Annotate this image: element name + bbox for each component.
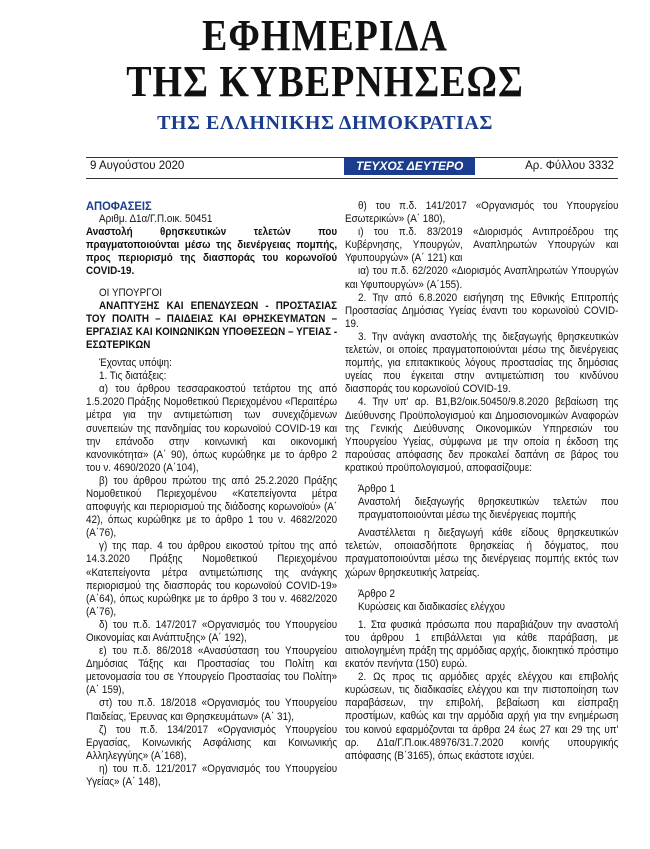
recital: 3. Την ανάγκη αναστολής της διεξαγωγής θρησκευτικών τελετών, οι οποίες πραγματοποιούνται μέσω της διενέργειας πομπής, για επιτακτικούς λόγους προστασίας της δημόσιας υγείας που έγκειται στην αντιμετώπιση του κινδύνου διασποράς του κορωνοϊού COVID-19.: [345, 330, 619, 396]
bottom-rule: [86, 178, 618, 179]
provision-item: η) του π.δ. 121/2017 «Οργανισμός του Υπουργείου Υγείας» (Α΄ 148),: [86, 762, 338, 789]
provision-item: θ) του π.δ. 141/2017 «Οργανισμός του Υπουργείου Εσωτερικών» (Α΄ 180),: [345, 200, 619, 226]
provision-item: δ) του π.δ. 147/2017 «Οργανισμός του Υπουργείου Οικονομίας και Ανάπτυξης» (Α΄ 192),: [86, 618, 338, 644]
issue-series-badge: ΤΕΥΧΟΣ ΔΕΥΤΕΡΟ: [344, 158, 475, 175]
article-2-paragraph: 1. Στα φυσικά πρόσωπα που παραβιάζουν την αναστολή του άρθρου 1 επιβάλλεται για κάθε παράβαση, με αιτιολογημένη πράξη της αρμόδιας αρχής, διοικητικό πρόστιμο εκατόν πενήντα (150) ευρώ.: [345, 618, 619, 671]
issue-bar: [86, 158, 618, 176]
article-2-paragraph: 2. Ως προς τις αρμόδιες αρχές ελέγχου και επιβολής κυρώσεων, τις διαδικασίες ελέγχου και την πιστοποίηση των παραβάσεων, την επιβολή, βεβαίωση και είσπραξη προστίμων, καθώς και την αρμόδια αρχή για την ενημέρωση του κοινού εφαρμόζονται τα άρθρα 24 έως 27 και 29 της υπ' αρ. Δ1α/Γ.Π.οικ.48976/31.7.2020 κοινής υπουργικής απόφασης (Β΄3165), όπως εκάστοτε ισχύει.: [345, 671, 619, 762]
decision-reference: Αριθμ. Δ1α/Γ.Π.οικ. 50451: [99, 213, 213, 226]
provision-item: ια) του π.δ. 62/2020 «Διορισμός Αναπληρωτών Υπουργών και Υφυπουργών» (Α΄155).: [345, 265, 619, 291]
having-regard: Έχοντας υπόψη:: [99, 357, 172, 370]
article-1-text: Αναστέλλεται η διεξαγωγή κάθε είδους θρησκευτικών τελετών, οποιασδήποτε θρησκείας ή δόγματος, που πραγματοποιούνται μέσω της διενέργειας πομπής εκτός των χώρων θρησκευτικής λατρείας.: [345, 527, 619, 579]
gazette-subtitle: ΤΗΣ ΕΛΛΗΝΙΚΗΣ ΔΗΜΟΚΡΑΤΙΑΣ: [157, 112, 493, 134]
decision-heading: Αναστολή θρησκευτικών τελετών που πραγματοποιούνται μέσω της διενέργειας πομπής, προς περιορισμό της διασποράς του κορωνοϊού COVID-19.: [86, 226, 338, 278]
right-column: [345, 200, 618, 763]
provision-item: ζ) του π.δ. 134/2017 «Οργανισμός Υπουργείου Εργασίας, Κοινωνικής Ασφάλισης και Κοινωνικής Αλληλεγγύης» (Α΄168),: [86, 723, 338, 762]
provision-item: γ) της παρ. 4 του άρθρου εικοστού τρίτου της από 14.3.2020 Πράξης Νομοθετικού Περιεχομένου «Κατεπείγοντα μέτρα αντιμετώπισης της ανάγκης περιορισμού της διασποράς του κορωνοϊού COVID-19» (Α΄64), όπως κυρώθηκε με το άρθρο 3 του ν. 4682/2020 (Α΄76),: [86, 540, 338, 618]
issue-sheet-number: Αρ. Φύλλου 3332: [525, 160, 614, 172]
left-column: [86, 200, 337, 789]
article-2-title: Άρθρο 2: [358, 587, 395, 600]
provision-item: α) του άρθρου τεσσαρακοστού τετάρτου της από 1.5.2020 Πράξης Νομοθετικού Περιεχομένου «Περαιτέρω μέτρα για την αντιμετώπιση των συνεχιζόμενων συνεπειών της πανδημίας του κορωνοϊού COVID-19 και την επάνοδο στην κοινωνική και οικονομική κανονικότητα» (Α΄ 90), όπως κυρώθηκε με το άρθρο 2 του ν. 4690/2020 (Α΄104),: [86, 383, 338, 474]
article-1-subtitle: Αναστολή διεξαγωγής θρησκευτικών τελετών που πραγματοποιούνται μέσω της διενέργειας πομπής: [358, 496, 619, 522]
section-heading: ΑΠΟΦΑΣΕΙΣ: [86, 199, 152, 213]
recital: 4. Την υπ' αρ. Β1,Β2/οικ.50450/9.8.2020 βεβαίωση της Διεύθυνσης Προϋπολογισμού και Δημοσιονομικών Αναφορών της Γενικής Διεύθυνσης Οικονομικών Υπηρεσιών του Υπουργείου Υγείας, σύμφωνα με την οποία η έκδοση της παρούσας απόφασης δεν προκαλεί δαπάνη σε βάρος του κρατικού προϋπολογισμού, αποφασίζουμε:: [345, 396, 619, 474]
gazette-title-line2: ΤΗΣ ΚΥΒΕΡΝΗΣΕΩΣ: [126, 57, 524, 107]
provision-item: ε) του π.δ. 86/2018 «Ανασύσταση του Υπουργείου Δημόσιας Τάξης και Προστασίας του Πολίτη και μετονομασία του σε Υπουργείο Προστασίας του Πολίτη» (Α΄ 159),: [86, 645, 338, 697]
provision-item: β) του άρθρου πρώτου της από 25.2.2020 Πράξης Νομοθετικού Περιεχομένου «Κατεπείγοντα μέτρα αποφυγής και περιορισμού της διάδοσης κορωνοϊού» (Α΄ 42), όπως κυρώθηκε με το άρθρο 1 του ν. 4682/2020 (Α΄76),: [86, 474, 338, 540]
provision-item: ι) του π.δ. 83/2019 «Διορισμός Αντιπροέδρου της Κυβέρνησης, Υπουργών, Αναπληρωτών Υπουργών και Υφυπουργών» (Α΄ 121) και: [345, 226, 619, 265]
article-2-subtitle: Κυρώσεις και διαδικασίες ελέγχου: [358, 600, 505, 613]
gazette-title-line1: ΕΦΗΜΕΡΙΔΑ: [202, 11, 448, 61]
ministers-label: ΟΙ ΥΠΟΥΡΓΟΙ: [99, 286, 162, 299]
ministries-list: ΑΝΑΠΤΥΞΗΣ ΚΑΙ ΕΠΕΝΔΥΣΕΩΝ - ΠΡΟΣΤΑΣΙΑΣ ΤΟΥ ΠΟΛΙΤΗ – ΠΑΙΔΕΙΑΣ ΚΑΙ ΘΡΗΣΚΕΥΜΑΤΩΝ – ΕΡΓΑΣΙΑΣ ΚΑΙ ΚΟΙΝΩΝΙΚΩΝ ΥΠΟΘΕΣΕΩΝ – ΥΓΕΙΑΣ - ΕΣΩΤΕΡΙΚΩΝ: [86, 299, 338, 351]
provision-item: στ) του π.δ. 18/2018 «Οργανισμός του Υπουργείου Παιδείας, Έρευνας και Θρησκευμάτων» (Α΄ 31),: [86, 697, 338, 723]
article-1-title: Άρθρο 1: [358, 482, 395, 495]
recital: 2. Την από 6.8.2020 εισήγηση της Εθνικής Επιτροπής Προστασίας Δημόσιας Υγείας έναντι του κορωνοϊού COVID-19.: [345, 291, 619, 330]
issue-date: 9 Αυγούστου 2020: [90, 160, 185, 172]
provisions-intro: 1. Τις διατάξεις:: [99, 370, 167, 383]
